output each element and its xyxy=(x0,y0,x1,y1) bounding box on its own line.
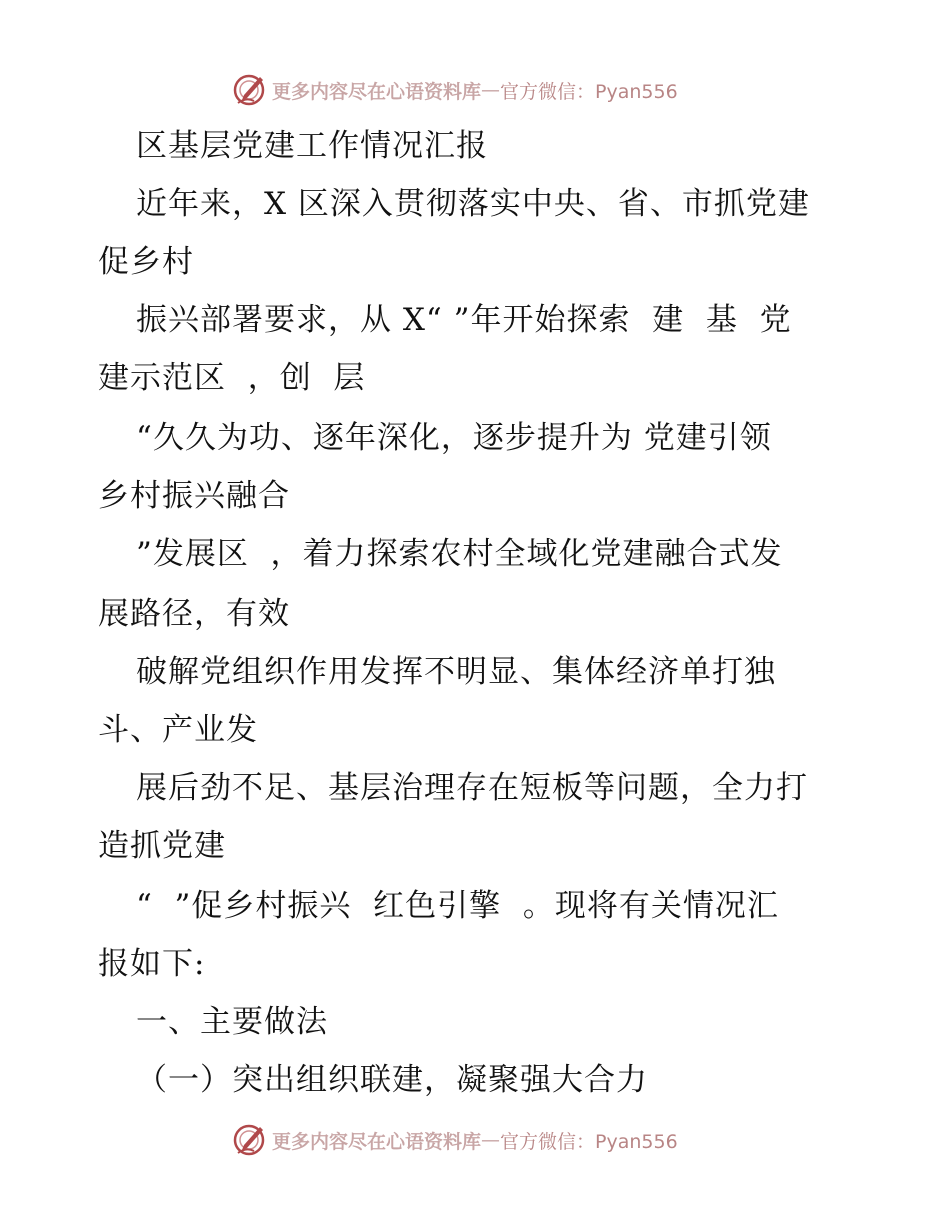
watermark-separator: — xyxy=(481,79,501,101)
body-line-11: 展后劲不足、基层治理存在短板等问题，全力打 xyxy=(136,770,808,806)
body-line-5: “久久为功、逐年深化，逐步提升为 党建引领 xyxy=(136,420,772,456)
quill-logo-icon xyxy=(232,1123,266,1157)
watermark-separator: — xyxy=(481,1129,501,1151)
body-line-3: 振兴部署要求，从 X“ ”年开始探索 建 基 党 xyxy=(136,302,792,338)
body-line-9: 破解党组织作用发挥不明显、集体经济单打独 xyxy=(136,654,776,690)
watermark-main-text: 更多内容尽在心语资料库 xyxy=(272,80,482,103)
body-line-1: 近年来，X 区深入贯彻落实中央、省、市抓党建 xyxy=(136,186,810,222)
body-line-2: 促乡村 xyxy=(98,244,194,280)
body-line-12: 造抓党建 xyxy=(98,828,226,864)
body-line-10: 斗、产业发 xyxy=(98,712,258,748)
watermark-wechat-text: 官方微信：Pyan556 xyxy=(500,1130,678,1153)
quill-logo-icon xyxy=(232,73,266,107)
body-line-6: 乡村振兴融合 xyxy=(98,478,290,514)
body-line-13: “ ”促乡村振兴 红色引擎 。现将有关情况汇 xyxy=(136,888,779,924)
subsection-heading: （一）突出组织联建，凝聚强大合力 xyxy=(136,1062,648,1098)
document-title: 区基层党建工作情况汇报 xyxy=(136,128,488,164)
watermark-header xyxy=(232,72,678,108)
body-line-7: ”发展区 ，着力探索农村全域化党建融合式发 xyxy=(136,536,783,572)
body-line-4: 建示范区 ，创 层 xyxy=(98,360,366,396)
watermark-footer xyxy=(232,1122,678,1158)
watermark-main-text: 更多内容尽在心语资料库 xyxy=(272,1130,482,1153)
section-heading: 一、主要做法 xyxy=(136,1004,328,1040)
body-line-8: 展路径，有效 xyxy=(98,596,290,632)
body-line-14: 报如下: xyxy=(98,946,206,982)
watermark-wechat-text: 官方微信：Pyan556 xyxy=(500,80,678,103)
